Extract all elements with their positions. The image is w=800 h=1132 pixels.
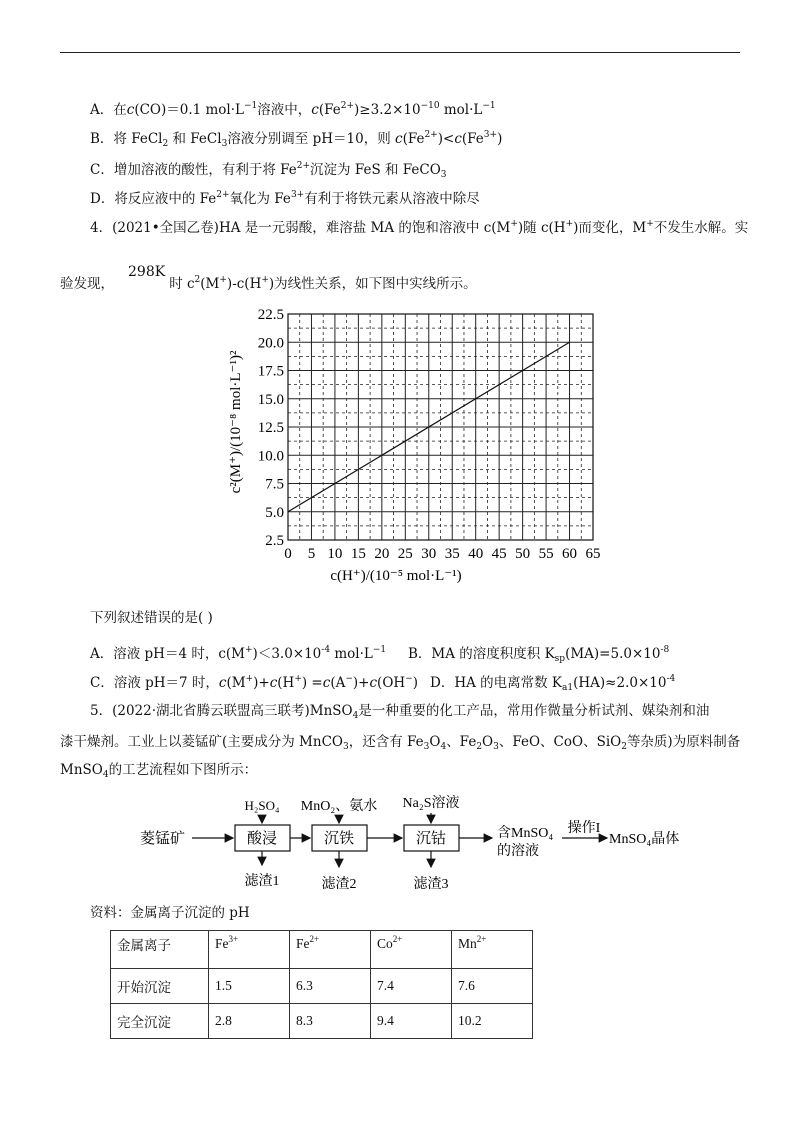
residue-1: 滤渣1 xyxy=(244,874,280,889)
x-tick-label: 35 xyxy=(444,546,460,562)
table-header-cell: $Mn^{2+}$ xyxy=(452,931,533,969)
x-tick-label: 25 xyxy=(397,546,413,562)
y-tick-label: 12.5 xyxy=(257,420,284,436)
option-c: C．增加溶液的酸性，有利于将 $Fe^{2+}$沉淀为 FeS 和 FeCO$_3$ xyxy=(90,161,447,180)
reagent-3: Na₂S溶液 xyxy=(402,796,460,811)
table-row xyxy=(111,969,533,1004)
operation-label: 操作I xyxy=(567,821,601,836)
q5-line2: 漆干燥剂。工业上以菱锰矿(主要成分为 MnCO$_3$，还含有 $Fe_3O_4$、$Fe_2O_3$、FeO、CoO、SiO$_2$等杂质)为原料制备 xyxy=(60,734,741,752)
product-label: MnSO₄晶体 xyxy=(609,832,680,847)
table-header-cell: $Fe^{3+}$ xyxy=(209,931,290,969)
reagent-2: MnO₂、氨水 xyxy=(300,799,378,814)
y-tick-label: 2.5 xyxy=(265,533,284,549)
q4-stem: 下列叙述错误的是( ) xyxy=(90,610,213,626)
solution-label-1: 含MnSO₄ xyxy=(497,826,554,841)
option-d: D．将反应液中的 $Fe^{2+}$氧化为 $Fe^{3+}$有利于将铁元素从溶液中除尽 xyxy=(90,190,480,207)
x-tick-label: 5 xyxy=(307,546,316,562)
q4-option-c: C．溶液 pH＝7 时，c(M+)+c(H+) =c(A−)+c(OH−) xyxy=(90,674,418,691)
y-tick-label: 20.0 xyxy=(257,335,284,352)
table-cell: 6.3 xyxy=(290,969,371,1004)
table-cell: 8.3 xyxy=(290,1004,371,1039)
table-header-cell: $Fe^{2+}$ xyxy=(290,931,371,969)
x-tick-label: 65 xyxy=(585,546,601,562)
q4-line1: 4．(2021•全国乙卷)HA 是一元弱酸，难溶盐 MA 的饱和溶液中 c(M+)随 c(H+)而变化，M+不发生水解。实 xyxy=(90,219,749,236)
table-header-cell: $Co^{2+}$ xyxy=(371,931,452,969)
x-tick-label: 10 xyxy=(327,546,343,562)
box-cobalt-removal-label: 沉钴 xyxy=(415,831,447,847)
q4-line2: 验发现，298K时 $c^2(M^+)-c(H^+)$为线性关系，如下图中实线所示。 xyxy=(60,264,477,292)
x-tick-label: 15 xyxy=(350,546,366,562)
x-tick-label: 40 xyxy=(468,546,484,562)
q4-option-d: D．HA 的电离常数 $K_{a1}(HA)\approx 2.0\times 10^{-4}$ xyxy=(430,674,676,693)
table-caption: 资料：金属离子沉淀的 pH xyxy=(90,905,250,921)
precipitation-ph-table xyxy=(110,930,533,1039)
y-tick-label: 5.0 xyxy=(265,504,284,521)
box-iron-removal-label: 沉铁 xyxy=(323,831,355,847)
x-tick-label: 45 xyxy=(491,546,507,562)
solution-label-2: 的溶液 xyxy=(497,844,539,859)
table-header-cell: 金属离子 xyxy=(111,931,209,969)
q5-line3: MnSO$_4$的工艺流程如下图所示： xyxy=(60,762,258,780)
table-cell: 7.4 xyxy=(371,969,452,1004)
option-a: A．在c(CO)＝0.1 $mol\cdot L^{-1}$溶液中，$c(Fe^{2+})\ge 3.2\times 10^{-10}$ $mol\cdot L^{-1}$ xyxy=(90,101,496,118)
q4-option-b: B．MA 的溶度积度积 $K_{sp}(MA)=5.0\times 10^{-8}$ xyxy=(408,645,670,664)
line-chart xyxy=(218,300,618,590)
start-material: 菱锰矿 xyxy=(140,831,186,847)
table-cell: 开始沉淀 xyxy=(111,969,209,1004)
reagent-1: H₂SO₄ xyxy=(244,798,280,813)
table-row xyxy=(111,1004,533,1039)
y-tick-label: 22.5 xyxy=(257,307,284,323)
header-rule xyxy=(60,52,740,53)
q4-option-a: A．溶液 pH＝4 时，$c(M^+)<3.0\times 10^{-4}$ $mol\cdot L^{-1}$ xyxy=(90,645,387,662)
x-tick-label: 60 xyxy=(562,546,578,562)
table-cell: 9.4 xyxy=(371,1004,452,1039)
table-cell: 2.8 xyxy=(209,1004,290,1039)
x-tick-label: 30 xyxy=(421,546,437,562)
option-b: B．将 FeCl$_2$ 和 FeCl$_3$溶液分别调至 pH＝10，则 $c(Fe^{2+})<c(Fe^{3+})$ xyxy=(90,130,503,149)
x-tick-label: 20 xyxy=(374,546,390,562)
box-acid-leach-label: 酸浸 xyxy=(246,831,278,847)
table-cell: 7.6 xyxy=(452,969,533,1004)
y-tick-label: 7.5 xyxy=(265,476,284,493)
x-tick-label: 55 xyxy=(538,546,554,562)
x-tick-label: 0 xyxy=(284,546,292,562)
y-tick-label: 15.0 xyxy=(257,391,284,408)
residue-3: 滤渣3 xyxy=(413,877,449,892)
table-cell: 完全沉淀 xyxy=(111,1004,209,1039)
residue-2: 滤渣2 xyxy=(321,877,357,892)
table-cell: 1.5 xyxy=(209,969,290,1004)
y-tick-label: 17.5 xyxy=(257,363,284,380)
chart-grid xyxy=(288,314,593,540)
y-tick-label: 10.0 xyxy=(257,448,284,465)
q5-line1: 5．(2022·湖北省腾云联盟高三联考)MnSO$_4$是一种重要的化工产品，常用作微量分析试剂、媒染剂和油 xyxy=(90,703,710,721)
x-tick-label: 50 xyxy=(515,546,531,562)
y-axis-label: c²(M⁺)/(10⁻⁸ mol·L⁻¹)² xyxy=(228,350,244,494)
table-cell: 10.2 xyxy=(452,1004,533,1039)
x-axis-label: c(H⁺)/(10⁻⁵ mol·L⁻¹) xyxy=(330,568,462,584)
process-flow-diagram xyxy=(140,785,740,900)
table-header-row xyxy=(111,931,533,969)
